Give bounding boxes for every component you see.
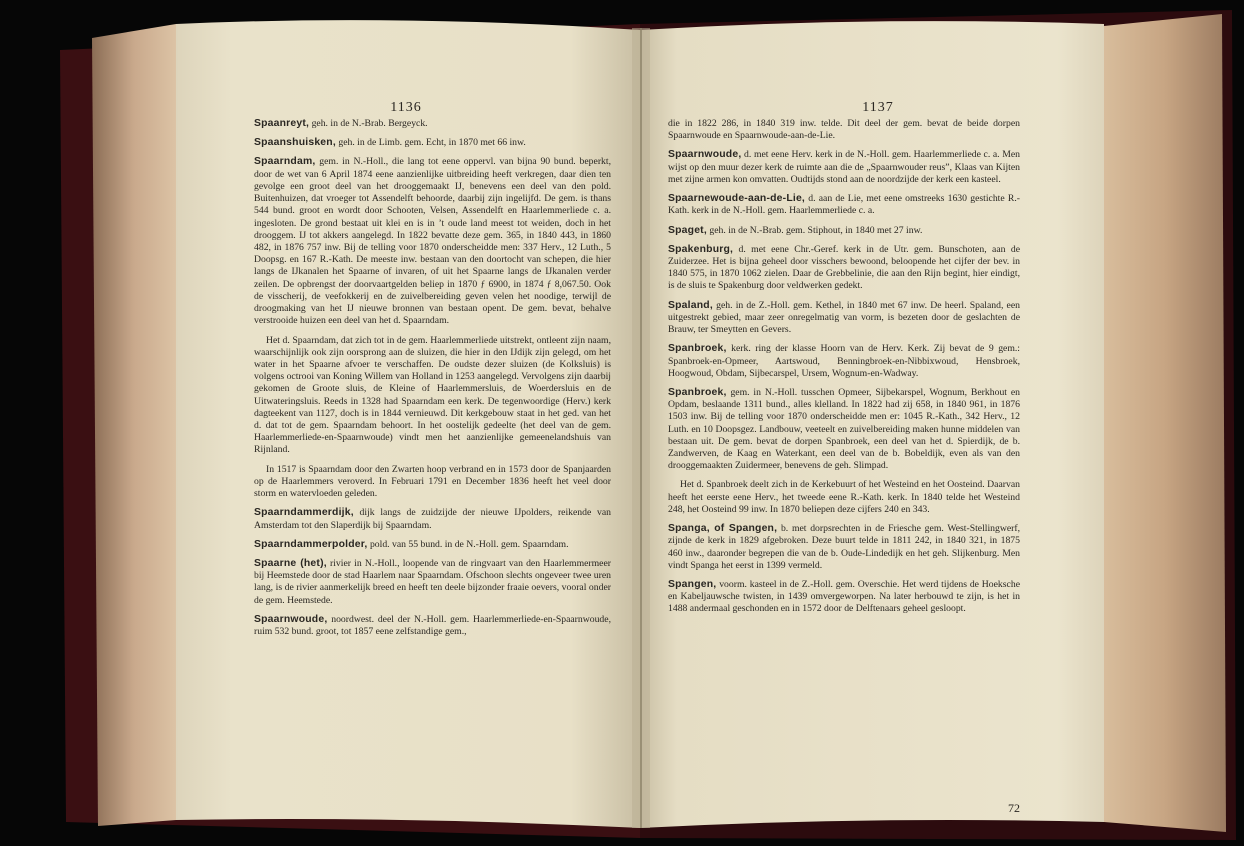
entry <box>668 523 1020 572</box>
entry <box>668 343 1020 380</box>
signature-mark: 72 <box>1008 801 1020 815</box>
entry-text: voorm. kasteel in de Z.-Holl. gem. Overschie. Het werd tijdens de Hoeksche en Kabeljauwsche twisten, in 1439 omvergeworpen. Na later herbouwd te zijn, is het in 1488 andermaal geschonden en in 1572 door de Delftenaars geheel gesloopt. <box>668 579 1020 615</box>
entry-text: b. met dorpsrechten in de Friesche gem. West-Stellingwerf, zijnde de kerk in 1829 afgebroken. Deze buurt telde in 1811 242, in 1840 321, in 1875 460 inw., daaronder begrepen die van de b. Oude-Lindedijk en het geh. Slijkenburg. Men vindt Spanga het eerst in 1399 vermeld. <box>668 523 1021 571</box>
entry-text: pold. van 55 bund. in de N.-Holl. gem. Spaarndam. <box>367 538 569 550</box>
entry-headword: Spanbroek, <box>668 386 727 398</box>
entry <box>668 387 1020 473</box>
entry-text: geh. in de Limb. gem. Echt, in 1870 met 66 inw. <box>335 137 526 149</box>
paragraph <box>668 118 1020 142</box>
entry-text: noordwest. deel der N.-Holl. gem. Haarlemmerliede-en-Spaarnwoude, ruim 532 bund. groot, tot 1857 eene zelfstandige gem., <box>254 613 611 638</box>
entry <box>668 149 1020 186</box>
entry <box>254 507 611 531</box>
entry <box>254 118 611 130</box>
entry-headword: Spangen, <box>668 579 717 590</box>
entry-text: geh. in de N.-Brab. Bergeyck. <box>309 118 428 129</box>
entry-headword: Spaanreyt, <box>254 118 310 129</box>
entry-headword: Spaarndam, <box>254 156 316 168</box>
entry-text: geh. in de N.-Brab. gem. Stiphout, in 1840 met 27 inw. <box>706 224 923 236</box>
paragraph <box>254 335 611 457</box>
page-number: 1137 <box>862 100 894 115</box>
entry <box>254 558 611 607</box>
entry <box>254 614 611 638</box>
entry-text: rivier in N.-Holl., loopende van de ringvaart van den Haarlemmermeer bij Heemstede door de stad Haarlem naar Spaarndam. Ofschoon slechts ongeveer twee uren lang, is de rivier aanmerkelijk breed en heeft ten deele bijzonder fraaie oevers, vooral onder de gem. Heemstede. <box>254 558 611 606</box>
entry-headword: Spakenburg, <box>668 243 734 255</box>
entry-text: In 1517 is Spaarndam door den Zwarten hoop verbrand en in 1573 door de Spanjaarden op de Haarlemmers veroverd. In Februari 1791 en December 1836 heeft het veel door storm en watervloeden geleden. <box>254 463 611 500</box>
entry-text: kerk. ring der klasse Hoorn van de Herv. Kerk. Zij bevat de 9 gem.: Spanbroek-en-Opmeer, Aartswoud, Benningbroek-en-Nibbixwoud, Hensbroek, Hoogwoud, Obdam, Sijbecarspel, Ursem, Wognum-en-Wadway. <box>668 343 1020 379</box>
text-column <box>254 118 611 645</box>
entry <box>668 579 1020 616</box>
entry <box>254 156 611 327</box>
entry-headword: Spanga, of Spangen, <box>668 523 778 535</box>
entry-text: gem. in N.-Holl. tusschen Opmeer, Sijbekarspel, Wognum, Berkhout en Opdam, beslaande 1311 bund., alles klelland. In 1822 had zij 658, in 1840 961, in 1876 1503 inw. Bij de telling voor 1870 onderscheidde men er: 1045 R.-Kath., 342 Herv., 12 Luth. en 10 Doopsgez. Landbouw, veeteelt en zuivelbereiding maken hunne middelen van bestaan uit. De gem. bevat de dorpen Spanbroek, een deel van het d. Spierdijk, de b. Zandwerven, de Kaag en Waterkant, een deel van de b. Bobeldijk, even als van den drooggemaakten Zuidermeer, benevens de geh. Slimpad. <box>668 386 1020 472</box>
entry-text: die in 1822 286, in 1840 319 inw. telde. Dit deel der gem. bevat de beide dorpen Spaarnwoude en Spaarnwoude-aan-de-Lie. <box>668 118 1020 142</box>
entry <box>668 300 1020 337</box>
entry-text: d. met eene Herv. kerk in de N.-Holl. gem. Haarlemmerliede c. a. Men wijst op den muur dezer kerk de ruimte aan die de „Spaarnwouder reus”, Klaas van Kijten met zijne armen kon omvatten. Oudtijds stond aan de noordzijde der kerk een kasteel. <box>668 149 1020 185</box>
paragraph <box>254 464 611 501</box>
entry-headword: Spaland, <box>668 299 713 311</box>
entry-headword: Spaarnewoude-aan-de-Lie, <box>668 193 806 205</box>
entry <box>668 193 1020 217</box>
paragraph <box>668 479 1020 516</box>
entry-headword: Spaarndammerdijk, <box>254 507 354 519</box>
page-number: 1136 <box>390 100 422 115</box>
text-column <box>668 118 1020 623</box>
entry <box>668 244 1020 293</box>
entry-text: gem. in N.-Holl., die lang tot eene oppervl. van bijna 90 bund. beperkt, door de wet van 6 April 1874 eene aanzienlijke uitbreiding heeft verkregen, daar dien ten gevolge een groot deel van het drooggemaakt IJ, benevens een deel van den pold. Buitenhuizen, dat vroeger tot Assendelft behoorde, daarbij zijn ingelijfd. De gem. is thans 544 bund. groot en wordt door Schooten, Velsen, Assendelft en Haarlemmerliede c. a. ingesloten. De grond bestaat uit klei en is in ’t oude land meest tot weiden, doch in het drooggem. IJ tot akkers aangelegd. In 1822 bevatte deze gem. 365, in 1840 443, in 1860 482, in 1876 757 inw. Bij de telling voor 1870 onderscheidde men: 337 Herv., 12 Luth., 5 Doopsg. en 167 R.-Kath. De meeste inw. bestaan van den doortocht van schepen, die hier langs de IJkanalen het Spaarne of invaren, of uit het Spaarne langs de IJkanalen verder zeilen. De opbrengst der doorvaartgelden beliep in 1870 ƒ 6900, in 1874 ƒ 8,067.50. Ook de visscherij, de veefokkerij en de zuivelbereiding geven velen het noodige, terwijl de droogmaking van het IJ nieuwe bronnen van bestaan opent. De gem. bevat, behalve verstrooide huizen een deel van het d. Spaarndam. <box>254 156 611 327</box>
entry-headword: Spaarndammerpolder, <box>254 538 368 550</box>
entry-headword: Spaget, <box>668 224 707 236</box>
entry <box>254 137 611 149</box>
entry-text: Het d. Spanbroek deelt zich in de Kerkebuurt of het Westeind en het Oosteind. Daarvan heeft het eerste eene Herv., het tweede eene R.-Kath. kerk. In 1840 telde het Westeind 248, het Oosteind 99 inw. In 1870 beliepen deze cijfers 240 en 343. <box>668 479 1020 515</box>
entry-text: d. aan de Lie, met eene omstreeks 1630 gestichte R.-Kath. kerk in de N.-Holl. gem. Haarlemmerliede c. a. <box>668 193 1020 217</box>
entry-text: geh. in de Z.-Holl. gem. Kethel, in 1840 met 67 inw. De heerl. Spaland, een uitgestrekt gebied, maar zeer onregelmatig van vorm, is bezeten door de geslachten de Brauw, ter Smeytten en Gevers. <box>668 299 1020 336</box>
entry <box>254 539 611 551</box>
entry <box>668 225 1020 237</box>
entry-text: d. met eene Chr.-Geref. kerk in de Utr. gem. Bunschoten, aan de Zuiderzee. Het is bijna geheel door visschers bewoond, beloopende het cijfer der bev. in 1840 575, in 1870 1062 zielen. Daar de Grebbelinie, die aan den Rijn begint, hier eindigt, is de sluis te Spakenburg door veldwerken gedekt. <box>668 243 1020 292</box>
entry-text: dijk langs de zuidzijde der nieuwe IJpolders, reikende van Amsterdam tot den Slaperdijk bij Spaarndam. <box>254 507 611 531</box>
entry-headword: Spaanshuisken, <box>254 137 336 149</box>
entry-headword: Spaarne (het), <box>254 558 327 569</box>
entry-headword: Spanbroek, <box>668 343 727 355</box>
entry-text: Het d. Spaarndam, dat zich tot in de gem. Haarlemmerliede uitstrekt, ontleent zijn naam, waarschijnlijk ook zijn oorsprong aan de sluizen, die hier in den IJdijk zijn gelegd, om het water in het Spaarne afvoer te verschaffen. De oudste dezer sluizen (de Kolksluis) is volgens octrooi van Koning Willem van Holland in 1253 aangelegd. Vervolgens zijn daarbij gekomen de Groote sluis, de Kleine of Haarlemmersluis, de Woerdersluis en de Uitwateringsluis. Reeds in 1328 had Spaarndam een kerk. De tegenwoordige (Herv.) kerk dagteekent van 1127, doch is in 1844 vernieuwd. Dit kerkgebouw staat in het ged. van het d. dat tot de gem. Spaarndam behoort. In het oostelijk gedeelte (het deel van de gem. Haarlemmerliede-en-Spaarnwoude) vindt men het aanzienlijke gemeenelandshuis van Rijnland. <box>254 334 611 456</box>
left-page <box>178 92 634 810</box>
entry-headword: Spaarnwoude, <box>254 613 328 625</box>
right-page <box>652 92 1104 815</box>
entry-headword: Spaarnwoude, <box>668 149 742 161</box>
